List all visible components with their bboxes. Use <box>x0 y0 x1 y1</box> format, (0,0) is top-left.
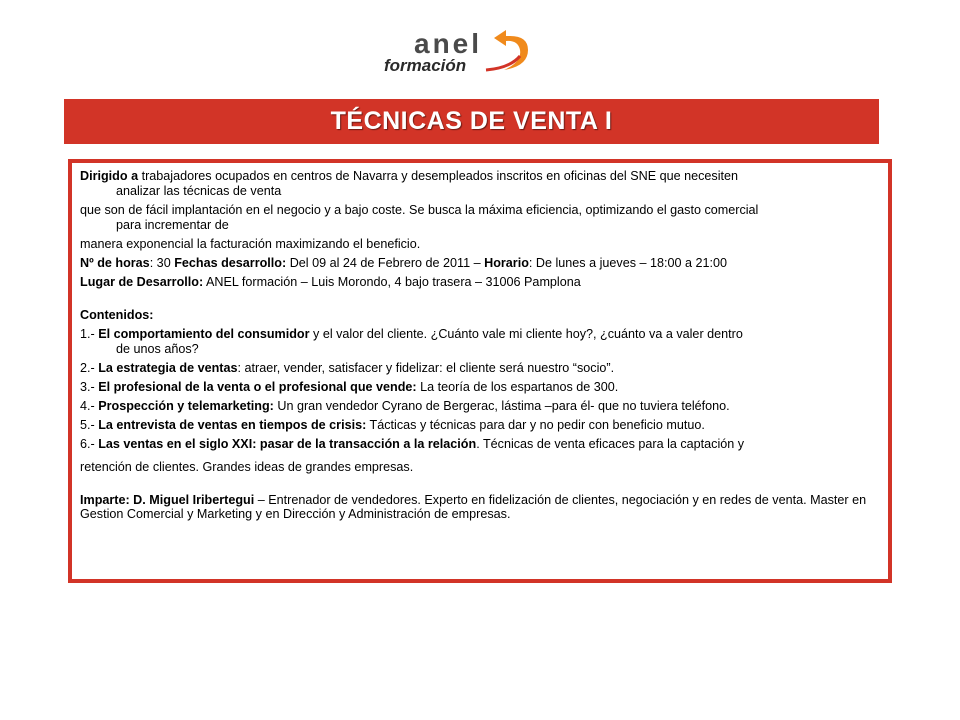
objetivo-line: que son de fácil implantación en el negocio y a bajo coste. Se busca la máxima eficiencia, optimizando el gasto comercial <box>80 203 759 217</box>
fechas-label: Fechas desarrollo: <box>174 256 287 270</box>
horas-label: Nº de horas <box>80 256 150 270</box>
course-info-box <box>68 159 892 583</box>
horario-value: : De lunes a jueves – 18:00 a 21:00 <box>528 256 728 270</box>
contenidos-heading: Contenidos: <box>80 308 154 322</box>
imparte-label: Imparte: D. Miguel Iribertegui <box>80 493 255 507</box>
contenido-item-6-cont: retención de clientes. Grandes ideas de grandes empresas. <box>80 460 414 474</box>
lugar-line <box>80 275 882 290</box>
dirigido-text: trabajadores ocupados en centros de Navarra y desempleados inscritos en oficinas del SNE que necesiten <box>138 169 739 183</box>
objetivo-cont: para incrementar de <box>116 218 229 232</box>
logo-swoosh-icon <box>484 28 536 72</box>
logo-brand: anel <box>414 28 483 59</box>
contenido-item-1: 1.- El comportamiento del consumidor y el valor del cliente. ¿Cuánto vale mi cliente hoy?, ¿cuánto va a valer dentro <box>80 327 743 341</box>
dirigido-label: Dirigido a <box>80 169 139 183</box>
dirigido-line <box>80 169 882 184</box>
contenido-item-6: 6.- Las ventas en el siglo XXI: pasar de la transacción a la relación. Técnicas de venta eficaces para la captación y <box>80 437 745 451</box>
imparte-line <box>80 493 882 521</box>
imparte-text: – Entrenador de vendedores. Experto en fidelización de clientes, negociación y en redes de venta. Master en Gestion Comercial y Marketing y en Dirección y Administración de empresas. <box>80 493 867 521</box>
contenido-item-2: 2.- La estrategia de ventas: atraer, vender, satisfacer y fidelizar: el cliente será nuestro “socio”. <box>80 361 615 375</box>
logo-sub: formación <box>384 56 467 75</box>
fechas-value: Del 09 al 24 de Febrero de 2011 – <box>286 256 485 270</box>
course-info-text <box>80 169 882 521</box>
contenido-item-4: 4.- Prospección y telemarketing: Un gran vendedor Cyrano de Bergerac, lástima –para él- que no tuviera teléfono. <box>80 399 730 413</box>
info-line <box>80 256 882 271</box>
anel-logo <box>384 26 544 80</box>
dirigido-cont: analizar las técnicas de venta <box>116 184 282 198</box>
lugar-value: ANEL formación – Luis Morondo, 4 bajo trasera – 31006 Pamplona <box>203 275 581 289</box>
lugar-label: Lugar de Desarrollo: <box>80 275 204 289</box>
page-title: TÉCNICAS DE VENTA I <box>330 107 613 135</box>
horas-value: : 30 <box>149 256 175 270</box>
objetivo-end: manera exponencial la facturación maximizando el beneficio. <box>80 237 421 251</box>
contenido-item-3: 3.- El profesional de la venta o el profesional que vende: La teoría de los espartanos de 300. <box>80 380 619 394</box>
horario-label: Horario <box>484 256 529 270</box>
contenido-item-1-cont: de unos años? <box>116 342 199 356</box>
contenido-item-5: 5.- La entrevista de ventas en tiempos de crisis: Tácticas y técnicas para dar y no pedir con beneficio mutuo. <box>80 418 705 432</box>
title-banner <box>64 99 879 144</box>
